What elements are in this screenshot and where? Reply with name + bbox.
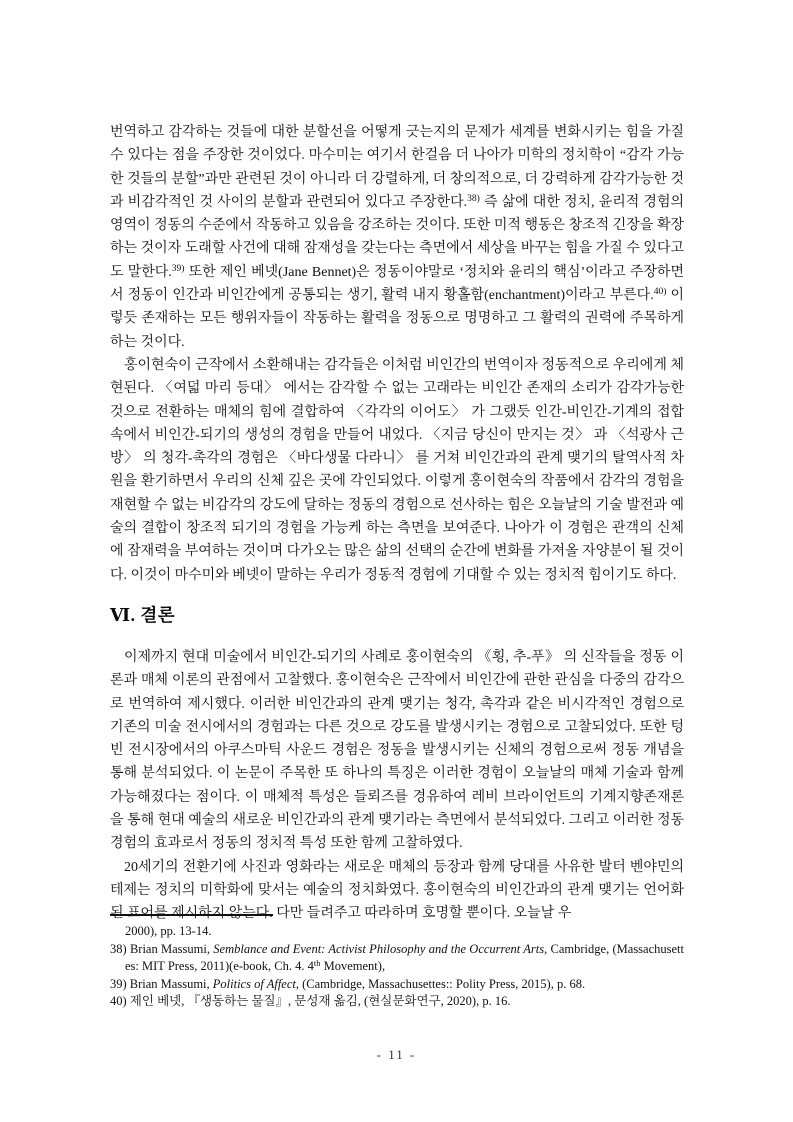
paragraph-hong-sensations: 홍이현숙이 근작에서 소환해내는 감각들은 이처럼 비인간의 번역이자 정동적으로 우리에게 체현된다. 〈여덟 마리 등대〉 에서는 감각할 수 없는 고래라는 비인간 존재의 소리가 감각가능한 것으로 전환하는 매체의 힘에 결합하여 〈각각의 이어도〉 가 그랬듯 인간-비인간-기계의 접합 속에서 비인간-되기의 생성의 경험을 만들어 내었다. 〈지금 당신이 만지는 것〉 과 〈석광사 근방〉 의 청각-촉각의 경험은 〈바다생물 다라니〉 를 거쳐 비인간과의 관계 맺기의 탈역사적 차원을 환기하면서 우리의 신체 깊은 곳에 각인되었다. 이렇게 홍이현숙의 작품에서 감각의 경험을 재현할 수 없는 비감각의 강도에 달하는 정동의 경험으로 선사하는 힘은 오늘날의 기술 발전과 예술의 결합이 창조적 되기의 경험을 가능케 하는 측면을 보여준다. 나아가 이 경험은 관객의 신체에 잠재력을 부여하는 것이며 다가오는 많은 삶의 선택의 순간에 변화를 가져올 자양분이 될 것이다. 이것이 마수미와 베넷이 말하는 우리가 정동적 경험에 기대할 수 있는 정치적 힘이기도 하다. [110,357,684,583]
paragraph-benjamin-thesis: 20세기의 전환기에 사진과 영화라는 새로운 매체의 등장과 함께 당대를 사유한 발터 벤야민의 테제는 정치의 미학화에 맞서는 예술의 정치화였다. 홍이현숙의 비인간과의 관계 맺기는 언어화된 표어를 제시하지 않는다. 다만 들려주고 따라하며 호명할 뿐이다. 오늘날 우 [110,859,684,922]
section-heading-conclusion: Ⅵ. 결론 [110,604,176,625]
page-number: - 11 - [376,1047,417,1062]
footnote-39: 39) Brian Massumi, Politics of Affect, (Cambridge, Massachusettes:: Polity Press, 2015), p. 68. [110,976,586,991]
footnote-40: 40) 제인 베넷, 『생동하는 물질』, 문성재 옮김, (현실문화연구, 2020), p. 16. [110,994,511,1009]
footnote-area [110,914,684,1011]
footnote-continuation: 2000), pp. 13-14. [125,924,212,938]
paragraph-continuation: 번역하고 감각하는 것들에 대한 분할선을 어떻게 긋는지의 문제가 세계를 변화시키는 힘을 가질 수 있다는 점을 주장한 것이었다. 마수미는 여기서 한걸음 더 나아가 미학의 정치학이 “감각 가능한 것들의 분할”과만 관련된 것이 아니라 더 강렬하게, 더 창의적으로, 더 강력하게 감각가능한 것과 비감각적인 것 사이의 분할과 관련되어 있다고 주장한다.$^{38)}$ 즉 삶에 대한 정치, 윤리적 경험의 영역이 정동의 수준에서 작동하고 있음을 강조하는 것이다. 또한 미적 행동은 창조적 긴장을 확장하는 것이자 도래할 사건에 대해 잠재성을 갖는다는 측면에서 세상을 바꾸는 힘을 가질 수 있다고도 말한다.$^{39)}$ 또한 제인 베넷(Jane Bennet)은 정동이야말로 ‘정치와 윤리의 핵심’이라고 주장하면서 정동이 인간과 비인간에게 공통되는 생기, 활력 내지 황홀함(enchantment)이라고 부른다.$^{40)}$ 이렇듯 존재하는 모든 행위자들이 작동하는 활력을 정동으로 명명하고 그 활력의 권력에 주목하게 하는 것이다. [110,125,684,350]
footnote-separator-rule [110,914,273,916]
footnote-38: 38) Brian Massumi, Semblance and Event: Activist Philosophy and the Occurrent Arts, Cambridge, (Massachusettes: MIT Press, 2011)(e-book, Ch. 4. 4th Movement), [110,941,684,974]
paragraph-conclusion-summary: 이제까지 현대 미술에서 비인간-되기의 사례로 홍이현숙의 《횡, 추-푸》 의 신작들을 정동 이론과 매체 이론의 관점에서 고찰했다. 홍이현숙은 근작에서 비인간에 관한 관심을 다중의 감각으로 번역하여 제시했다. 이러한 비인간과의 관계 맺기는 청각, 촉각과 같은 비시각적인 경험으로 기존의 미술 전시에서의 경험과는 다른 것으로 강도를 발생시키는 경험으로 고찰되었다. 또한 텅 빈 전시장에서의 아쿠스마틱 사운드 경험은 정동을 발생시키는 신체의 경험으로써 정동 개념을 통해 분석되었다. 이 논문이 주목한 또 하나의 특징은 이러한 경험이 오늘날의 매체 기술과 함께 가능해졌다는 점이다. 이 매체적 특성은 들뢰즈를 경유하여 레비 브라이언트의 기계지향존재론을 통해 현대 예술의 새로운 비인간과의 관계 맺기라는 측면에서 분석되었다. 그리고 이러한 정동 경험의 효과로서 정동의 정치적 특성 또한 함께 고찰하였다. [110,649,684,852]
body-text-block [110,121,684,926]
